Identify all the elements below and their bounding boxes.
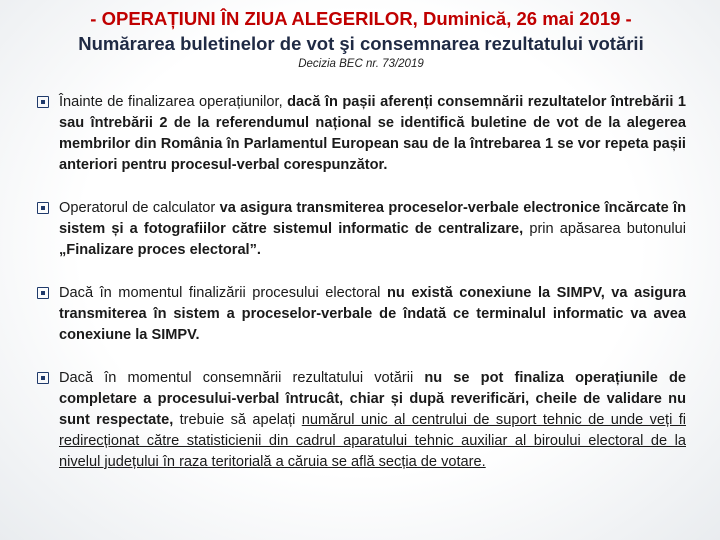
bullet-2-bold: va asigura transmiterea proceselor-verbale electronice încărcate în sistem și a fotografiilor către sistemul informatic de centralizare, — [59, 200, 686, 237]
bullet-3-text-2: va asigura transmiterea în sistem a proceselor-verbale de îndată ce terminalul informatic va avea conexiune la SIMPV. — [59, 285, 686, 343]
decision-reference: Decizia BEC nr. 73/2019 — [298, 58, 424, 70]
bullet-4-underlined: numărul unic al centrului de suport tehnic de unde veți fi redirecționat către statisticienii din cadrul aparatului tehnic auxiliar al biroului electoral de la nivelul județului în raza teritorială a căruia se află secția de votare. — [59, 412, 686, 470]
bullet-3-text: Dacă în momentul finalizării procesului electoral — [59, 285, 387, 301]
page-title — [36, 6, 686, 56]
checkbox-bullet-icon — [37, 287, 49, 299]
bullet-4-text: Dacă în momentul consemnării rezultatului votării — [59, 370, 425, 386]
bullet-list — [36, 92, 686, 473]
title-line-2: Numărarea buletinelor de vot şi consemnarea rezultatului votării — [78, 33, 644, 54]
checkbox-bullet-icon — [37, 202, 49, 214]
checkbox-bullet-icon — [37, 372, 49, 384]
title-line-1: - OPERAȚIUNI ÎN ZIUA ALEGERILOR, Duminică, 26 mai 2019 - — [90, 8, 632, 29]
bullet-item-2 — [36, 198, 686, 261]
bullet-item-1 — [36, 92, 686, 176]
bullet-4-text-2: trebuie să apelați — [173, 412, 302, 428]
bullet-2-text: Operatorul de calculator — [59, 200, 220, 216]
bullet-2-button-name: „Finalizare proces electoral”. — [59, 242, 261, 258]
bullet-item-4 — [36, 368, 686, 473]
bullet-4-bold: nu se pot finaliza operațiunile de completare a procesului-verbal întrucât, chiar și după reverificări, cheile de validare nu sunt respectate, — [59, 370, 687, 428]
bullet-item-3 — [36, 283, 686, 346]
bullet-2-text-2: prin apăsarea butonului — [523, 221, 686, 237]
bullet-1-bold: dacă în pașii aferenți consemnării rezultatelor întrebării 1 sau întrebării 2 de la referendumul național se identifică buletine de vot de la alegerea membrilor din România în Parlamentul European sau de la întrebarea 1 se vor repeta pașii anteriori pentru procesul-verbal corespunzător. — [59, 94, 686, 173]
checkbox-bullet-icon — [37, 96, 49, 108]
bullet-1-text: Înainte de finalizarea operațiunilor, — [59, 94, 288, 110]
bullet-3-bold: nu există conexiune la SIMPV, — [386, 285, 605, 301]
